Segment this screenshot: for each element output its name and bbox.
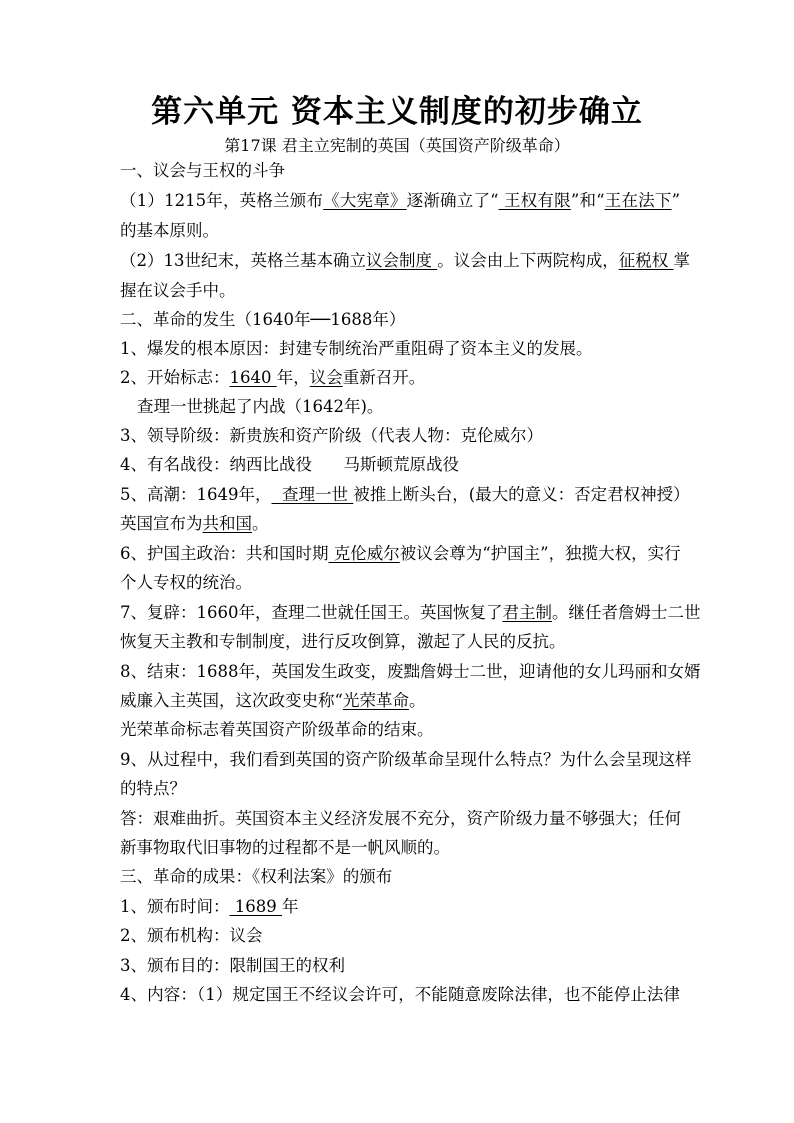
limited-monarchy-answer: 王权有限	[498, 191, 571, 210]
answer-line2: 新事物取代旧事物的过程都不是一帆风顺的。	[120, 838, 450, 857]
text: ”	[671, 191, 681, 210]
text: 逐渐确立了“	[406, 191, 499, 210]
section2-heading: 二、革命的发生（1640年──1688年）	[120, 310, 406, 329]
answer-line1: 答：艰难曲折。英国资本主义经济发展不充分，资产阶级力量不够强大；任何	[120, 809, 681, 828]
text: 重新召开。	[342, 368, 426, 387]
question-line1: 9、从过程中，我们看到英国的资产阶级革命呈现什么特点？为什么会呈现这样	[120, 750, 692, 769]
item-climax-line1	[120, 484, 690, 506]
item-restoration-line2: 恢复天主教和专制制度，进行反攻倒算，激起了人民的反抗。	[120, 632, 566, 651]
item-end-line2	[120, 690, 680, 712]
item-start-marker	[120, 367, 680, 389]
text: 年	[281, 897, 299, 916]
magna-carta-answer: 《大宪章》	[323, 191, 407, 210]
text: 5、高潮：1649年，	[120, 485, 272, 504]
parliament-system-answer: 议会制度	[366, 251, 438, 270]
item-end-line1: 8、结束：1688年，英国发生政变，废黜詹姆士二世，迎请他的女儿玛丽和女婿	[120, 662, 701, 681]
monarchy-answer: 君主制	[502, 603, 552, 622]
item-civil-war: 查理一世挑起了内战（1642年)。	[137, 397, 384, 416]
section1-heading: 一、议会与王权的斗争	[120, 161, 285, 180]
text: 。	[252, 514, 269, 533]
text: 2、开始标志：	[120, 368, 230, 387]
item-issuing-body: 2、颁布机构：议会	[120, 926, 263, 945]
item-protector-line1	[120, 543, 680, 565]
text: 。继任者詹姆士二世	[552, 603, 701, 622]
item-climax-line2	[120, 513, 680, 535]
item-issue-date	[120, 896, 680, 918]
text: 被推上断头台，(最大的意义：否定君权神授）	[353, 485, 690, 504]
section1-p2-line1	[120, 250, 690, 272]
section1-p1-line2: 的基本原则。	[120, 221, 219, 240]
unit-title: 第六单元 资本主义制度的初步确立	[151, 94, 643, 130]
text: 6、护国主政治：共和国时期	[120, 544, 329, 563]
cromwell-answer: 克伦威尔	[328, 544, 400, 563]
text: 威廉入主英国，这次政变史称“	[120, 691, 343, 710]
lesson-subtitle: 第17课 君主立宪制的英国（英国资产阶级革命）	[224, 136, 570, 155]
republic-answer: 共和国	[202, 514, 252, 533]
item-end-line3: 光荣革命标志着英国资产阶级革命的结束。	[120, 720, 434, 739]
parliament-answer: 议会	[309, 368, 343, 387]
text: 1、颁布时间：	[120, 897, 230, 916]
glorious-revolution-answer: 光荣革命	[342, 691, 409, 710]
charles-i-answer: 查理一世	[271, 485, 354, 504]
text: ”和“	[570, 191, 605, 210]
question-line2: 的特点？	[120, 779, 186, 798]
item-leaders: 3、领导阶级：新贵族和资产阶级（代表人物：克伦威尔）	[120, 426, 543, 445]
item-restoration-line1	[120, 602, 701, 624]
year-1689-answer: 1689	[229, 897, 282, 916]
section1-p2-line2: 握在议会手中。	[120, 281, 236, 300]
text: （2）13世纪末，英格兰基本确立	[120, 251, 366, 270]
section1-p1-line1	[120, 190, 680, 212]
tax-power-answer: 征税权	[618, 251, 674, 270]
text: 掌	[673, 251, 690, 270]
item-root-cause: 1、爆发的根本原因：封建专制统治严重阻碍了资本主义的发展。	[120, 339, 593, 358]
item-content: 4、内容：（1）规定国王不经议会许可，不能随意废除法律，也不能停止法律	[120, 985, 680, 1004]
text: 7、复辟：1660年，查理二世就任国王。英国恢复了	[120, 603, 503, 622]
item-protector-line2: 个人专权的统治。	[120, 573, 252, 592]
item-battles: 4、有名战役：纳西比战役 马斯顿荒原战役	[120, 455, 459, 474]
text: 英国宣布为	[120, 514, 203, 533]
year-1640-answer: 1640	[229, 368, 277, 387]
item-purpose: 3、颁布目的：限制国王的权利	[120, 956, 345, 975]
text: 。议会由上下两院构成，	[437, 251, 619, 270]
king-under-law-answer: 王在法下	[604, 191, 672, 210]
section3-heading: 三、革命的成果：《权利法案》的颁布	[120, 867, 393, 886]
text: 年，	[276, 368, 310, 387]
text: 被议会尊为“护国主”，独揽大权，实行	[399, 544, 681, 563]
text: （1）1215年，英格兰颁布	[120, 191, 324, 210]
text: 。	[408, 691, 426, 710]
